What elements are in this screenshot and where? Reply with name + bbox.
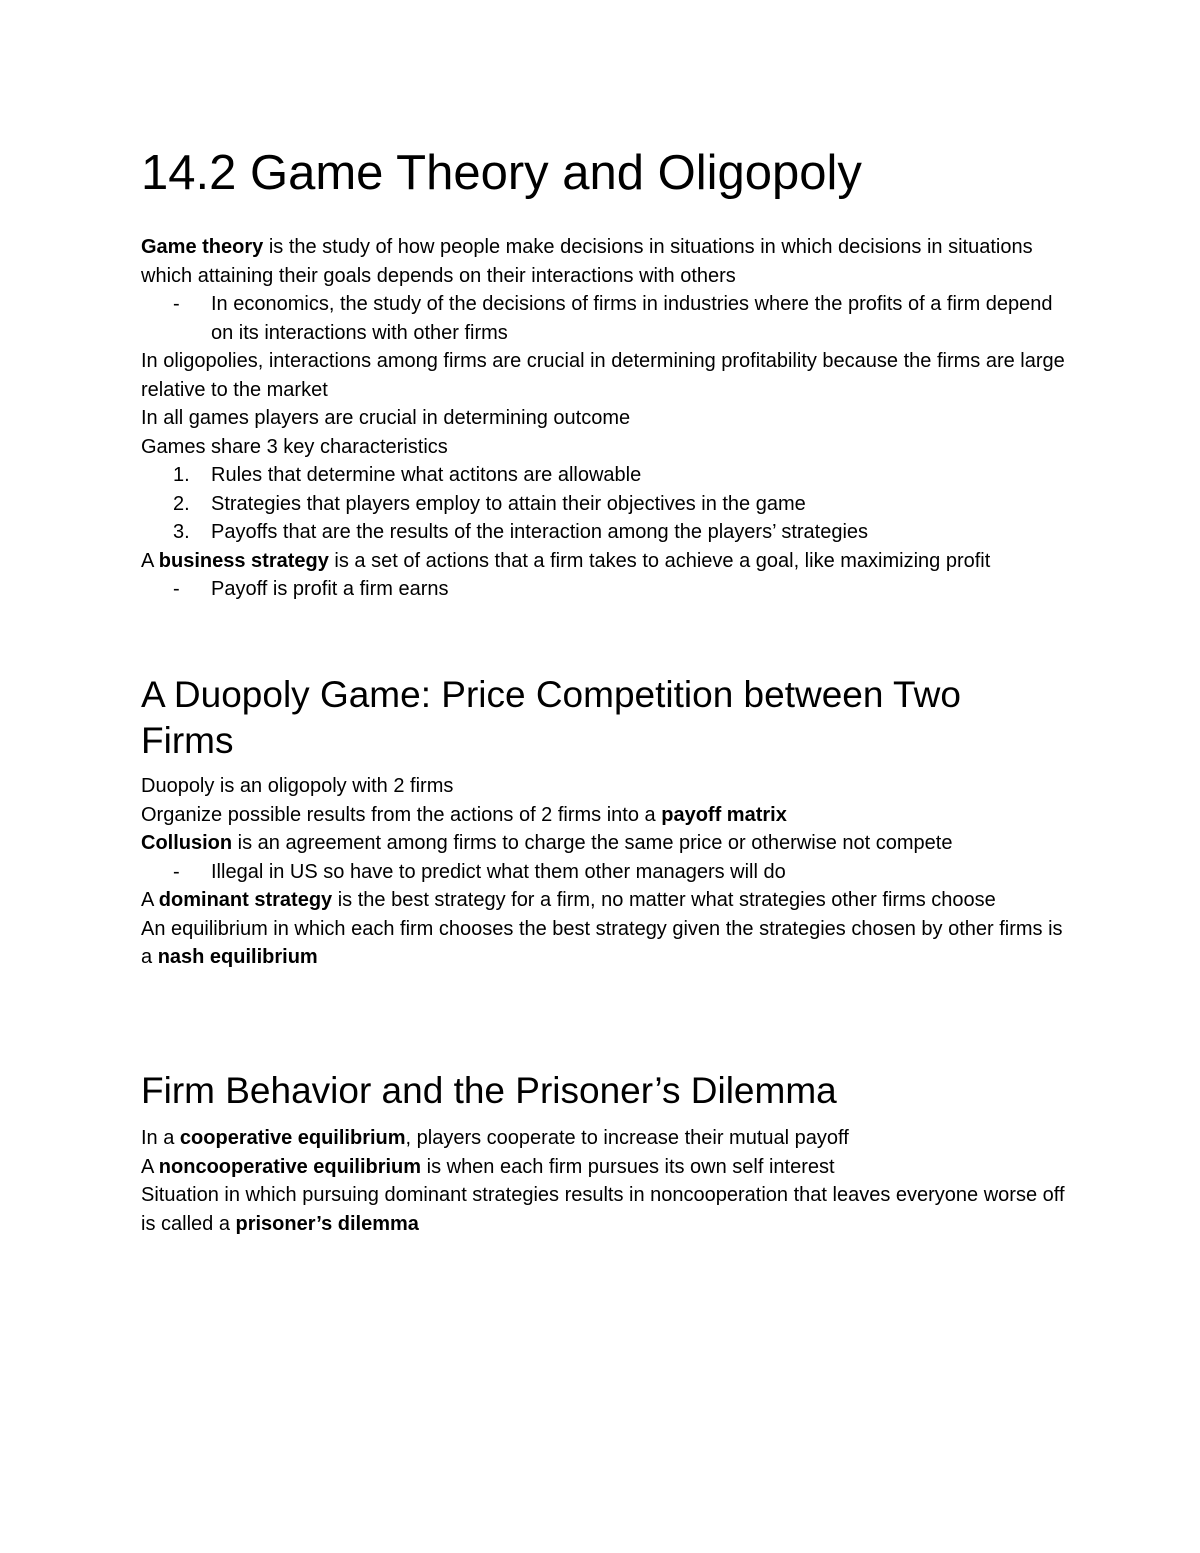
dilemma-prefix: Situation in which pursuing dominant strategies results in noncooperation that leaves everyone worse off is called a [141, 1184, 1065, 1235]
term-collusion: Collusion [141, 832, 233, 854]
term-dominant-strategy: dominant strategy [158, 889, 333, 911]
section-body-duopoly [141, 772, 1071, 972]
number-marker: 1. [173, 464, 190, 486]
number-marker: 3. [173, 521, 190, 543]
cooperative-line [141, 1124, 1071, 1153]
term-noncooperative-equilibrium: noncooperative equilibrium [158, 1155, 422, 1178]
term-payoff-matrix: payoff matrix [661, 803, 787, 826]
dash-marker: - [173, 860, 180, 883]
section-title-game-theory: 14.2 Game Theory and Oligopoly [141, 146, 862, 200]
numbered-item [141, 461, 1071, 490]
nash-prefix: An equilibrium in which each firm chooses the best strategy given the strategies chosen by other firms is a [141, 917, 1063, 968]
game-theory-definition [141, 233, 1071, 290]
dash-marker: - [173, 293, 180, 315]
numbered-item-text: Payoffs that are the results of the interaction among the players’ strategies [211, 521, 869, 543]
dominant-def-text: is the best strategy for a firm, no matter what strategies other firms choose [332, 889, 996, 911]
oligopolies-line: In oligopolies, interactions among firms are crucial in determining profitability because the firms are large relative to the market [141, 350, 1065, 401]
bullet-illegal-text: Illegal in US so have to predict what them other managers will do [211, 860, 786, 883]
numbered-item [141, 490, 1071, 519]
nash-equilibrium-line [141, 915, 1071, 972]
payoff-matrix-line [141, 801, 1071, 830]
business-def-text: is a set of actions that a firm takes to achieve a goal, like maximizing profit [328, 549, 991, 572]
numbered-item-text: Rules that determine what actitons are allowable [211, 464, 642, 486]
number-marker: 2. [173, 492, 190, 515]
duopoly-line: Duopoly is an oligopoly with 2 firms [141, 775, 454, 797]
section-body-prisoners-dilemma [141, 1124, 1071, 1238]
bullet-payoff-text: Payoff is profit a firm earns [211, 578, 449, 600]
business-prefix: A [141, 549, 159, 572]
section-body-game-theory [141, 233, 1071, 604]
noncoop-prefix: A [141, 1155, 159, 1178]
term-nash-equilibrium: nash equilibrium [157, 946, 318, 968]
organize-text: Organize possible results from the actions of 2 firms into a [141, 803, 662, 826]
business-strategy-line [141, 547, 1071, 576]
term-business-strategy: business strategy [158, 549, 329, 572]
term-cooperative-equilibrium: cooperative equilibrium [179, 1127, 406, 1149]
players-line: In all games players are crucial in determining outcome [141, 407, 631, 429]
section-title-duopoly: A Duopoly Game: Price Competition between Two Firms [141, 674, 961, 761]
dash-marker: - [173, 578, 180, 600]
coop-def-text: , players cooperate to increase their mutual payoff [405, 1127, 849, 1149]
bullet-economics-text: In economics, the study of the decisions of firms in industries where the profits of a firm depend on its interactions with other firms [211, 293, 1053, 344]
prisoners-dilemma-line [141, 1181, 1071, 1238]
collusion-def-text: is an agreement among firms to charge the same price or otherwise not compete [232, 832, 953, 854]
noncooperative-line [141, 1153, 1071, 1182]
numbered-item [141, 518, 1071, 547]
coop-prefix: In a [141, 1127, 180, 1149]
bullet-illegal [141, 858, 1071, 887]
game-theory-def-text: is the study of how people make decisions in situations in which decisions in situations which attaining their goals depends on their interactions with others [141, 236, 1033, 287]
term-prisoners-dilemma: prisoner’s dilemma [235, 1212, 419, 1235]
numbered-item-text: Strategies that players employ to attain their objectives in the game [211, 492, 806, 515]
term-game-theory: Game theory [141, 236, 264, 258]
characteristics-line: Games share 3 key characteristics [141, 435, 448, 458]
collusion-line [141, 829, 1071, 858]
bullet-economics [141, 290, 1071, 347]
dominant-prefix: A [141, 889, 159, 911]
section-title-prisoners-dilemma: Firm Behavior and the Prisoner’s Dilemma [141, 1070, 837, 1111]
bullet-payoff [141, 575, 1071, 604]
noncoop-def-text: is when each firm pursues its own self interest [421, 1155, 835, 1178]
dominant-strategy-line [141, 886, 1071, 915]
